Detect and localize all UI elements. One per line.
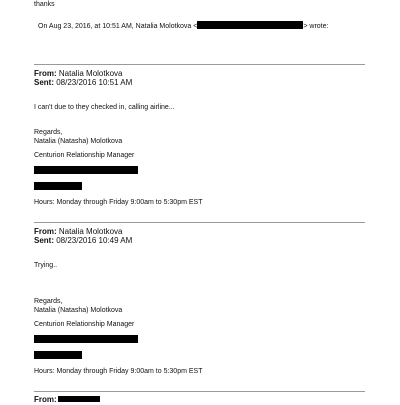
signature-regards: Regards,: [34, 129, 63, 136]
quote-suffix: > wrote:: [303, 23, 329, 30]
message-header-sent: Sent: 08/23/2016 10:51 AM: [34, 78, 133, 87]
signature-name: Natalia (Natasha) Molotkova: [34, 138, 123, 145]
reply-text: thanks: [34, 1, 55, 8]
redacted-extension: [34, 351, 82, 359]
quote-line: [38, 21, 328, 31]
message-body: Trying..: [34, 262, 58, 269]
redacted-extension: [34, 182, 82, 190]
message-body: I can't due to they checked in, calling airline...: [34, 104, 175, 111]
redacted-email: [197, 21, 303, 29]
signature-hours: Hours: Monday through Friday 9:00am to 5:30pm EST: [34, 199, 203, 206]
separator-line: [34, 391, 365, 392]
signature-title: Centurion Relationship Manager: [34, 152, 135, 159]
sent-date: 08/23/2016 10:51 AM: [56, 78, 133, 87]
from-name: Natalia Molotkova: [58, 227, 123, 236]
message-header-from: From: Natalia Molotkova: [34, 227, 123, 236]
signature-hours: Hours: Monday through Friday 9:00am to 5:30pm EST: [34, 368, 203, 375]
redacted-sender: [58, 396, 100, 402]
signature-name: Natalia (Natasha) Molotkova: [34, 307, 123, 314]
separator-line: [34, 64, 365, 65]
signature-title: Centurion Relationship Manager: [34, 321, 135, 328]
redacted-phone: [34, 166, 138, 174]
separator-line: [34, 222, 365, 223]
signature-regards: Regards,: [34, 298, 63, 305]
message-header-sent: Sent: 08/23/2016 10:49 AM: [34, 236, 133, 245]
from-name: Natalia Molotkova: [58, 69, 123, 78]
redacted-phone: [34, 335, 138, 343]
quote-prefix: On Aug 23, 2016, at 10:51 AM, Natalia Molotkova <: [38, 23, 198, 30]
message-header-from: From: Natalia Molotkova: [34, 69, 123, 78]
sent-date: 08/23/2016 10:49 AM: [56, 236, 133, 245]
message-header-from: From:: [34, 395, 57, 404]
